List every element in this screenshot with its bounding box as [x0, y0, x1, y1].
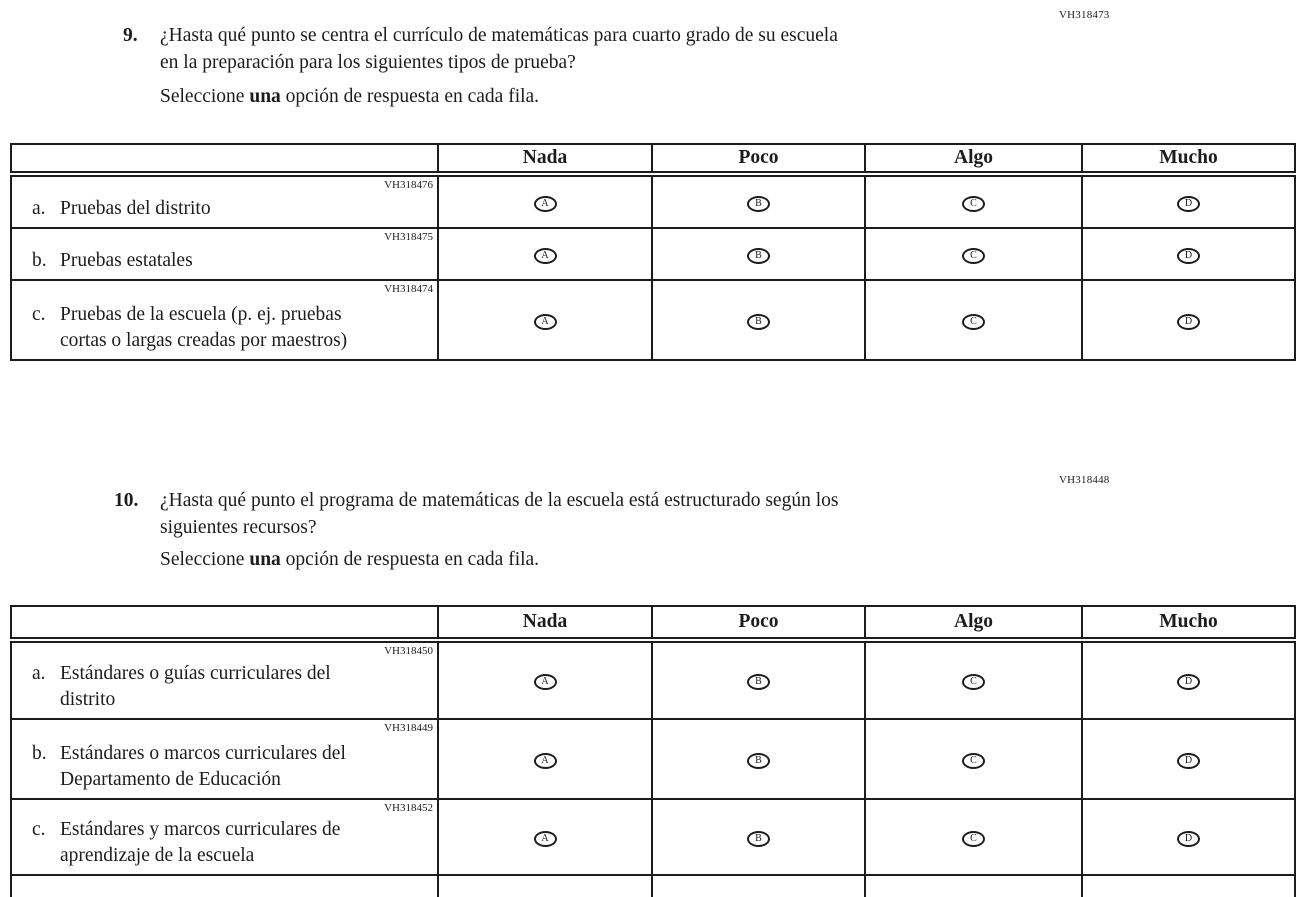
answer-bubble-c[interactable]: C [962, 831, 985, 847]
row-label-text: Pruebas estatales [60, 250, 193, 271]
answer-cell-mucho[interactable] [1082, 280, 1295, 360]
question-9-instruction [160, 86, 539, 108]
table-header-row [11, 606, 1295, 640]
answer-cell-poco[interactable] [652, 174, 865, 228]
answer-cell-mucho[interactable] [1082, 719, 1295, 799]
answer-bubble-d[interactable]: D [1177, 248, 1200, 264]
answer-bubble-d[interactable]: D [1177, 314, 1200, 330]
answer-bubble-a[interactable]: A [534, 674, 557, 690]
answer-bubble-a[interactable]: A [534, 314, 557, 330]
question-10-text-line2: siguientes recursos? [160, 517, 317, 538]
row-label-cell [11, 174, 438, 228]
answer-cell-poco[interactable] [652, 280, 865, 360]
row-label-cell [11, 719, 438, 799]
row-code: VH318452 [384, 802, 433, 814]
question-10-text [160, 487, 838, 541]
answer-bubble-a[interactable]: A [534, 248, 557, 264]
answer-cell-algo [865, 875, 1082, 897]
question-10-number: 10. [114, 490, 139, 511]
table-row-b [11, 228, 1295, 280]
answer-cell-mucho[interactable] [1082, 228, 1295, 280]
answer-cell-mucho[interactable] [1082, 174, 1295, 228]
header-mucho: Mucho [1082, 606, 1295, 640]
row-letter: c. [32, 819, 46, 840]
answer-bubble-d[interactable]: D [1177, 753, 1200, 769]
header-algo: Algo [865, 606, 1082, 640]
instruction-bold: una [249, 86, 281, 107]
row-label-cell [11, 875, 438, 897]
question-9-text [160, 22, 838, 76]
answer-cell-algo[interactable] [865, 640, 1082, 719]
answer-cell-mucho[interactable] [1082, 799, 1295, 875]
answer-bubble-d[interactable]: D [1177, 831, 1200, 847]
table-row-a [11, 640, 1295, 719]
answer-cell-mucho [1082, 875, 1295, 897]
table-row-a [11, 174, 1295, 228]
answer-cell-algo[interactable] [865, 174, 1082, 228]
answer-cell-nada[interactable] [438, 799, 652, 875]
answer-bubble-d[interactable]: D [1177, 674, 1200, 690]
answer-bubble-b[interactable]: B [747, 753, 770, 769]
table-row-c [11, 799, 1295, 875]
row-code: VH318474 [384, 283, 433, 295]
answer-cell-algo[interactable] [865, 719, 1082, 799]
row-letter: a. [32, 198, 46, 219]
row-label-text: Pruebas del distrito [60, 198, 211, 219]
instruction-bold: una [249, 549, 281, 570]
instruction-pre: Seleccione [160, 549, 250, 570]
question-9-answer-table [10, 143, 1296, 361]
answer-cell-poco [652, 875, 865, 897]
header-poco: Poco [652, 144, 865, 174]
answer-cell-poco[interactable] [652, 799, 865, 875]
question-10-text-line1: ¿Hasta qué punto el programa de matemáticas de la escuela está estructurado según los [160, 490, 839, 511]
row-label-text: Pruebas de la escuela (p. ej. pruebas cortas o largas creadas por maestros) [60, 304, 348, 351]
header-empty-cell [11, 606, 438, 640]
question-9 [123, 22, 838, 76]
answer-cell-nada[interactable] [438, 174, 652, 228]
answer-bubble-b[interactable]: B [747, 314, 770, 330]
table-row-cutoff [11, 875, 1295, 897]
header-mucho: Mucho [1082, 144, 1295, 174]
answer-bubble-d[interactable]: D [1177, 196, 1200, 212]
row-letter: b. [32, 250, 47, 271]
answer-bubble-a[interactable]: A [534, 831, 557, 847]
header-nada: Nada [438, 606, 652, 640]
answer-bubble-b[interactable]: B [747, 196, 770, 212]
row-label-cell [11, 640, 438, 719]
row-label-cell [11, 799, 438, 875]
row-code: VH318476 [384, 179, 433, 191]
row-label-cell [11, 280, 438, 360]
instruction-pre: Seleccione [160, 86, 250, 107]
question-9-number: 9. [123, 25, 138, 46]
row-letter: c. [32, 304, 46, 325]
row-label-text: Estándares o guías curriculares del distrito [60, 663, 331, 710]
table-row-c [11, 280, 1295, 360]
row-letter: a. [32, 663, 46, 684]
row-label-cell [11, 228, 438, 280]
answer-bubble-c[interactable]: C [962, 248, 985, 264]
answer-bubble-a[interactable]: A [534, 753, 557, 769]
header-algo: Algo [865, 144, 1082, 174]
answer-cell-poco[interactable] [652, 640, 865, 719]
row-letter: b. [32, 743, 47, 764]
row-code: VH318449 [384, 722, 433, 734]
answer-cell-nada[interactable] [438, 719, 652, 799]
question-9-text-line1: ¿Hasta qué punto se centra el currículo de matemáticas para cuarto grado de su escuela [160, 25, 838, 46]
answer-cell-mucho[interactable] [1082, 640, 1295, 719]
answer-bubble-b[interactable]: B [747, 831, 770, 847]
question-10 [114, 487, 838, 541]
answer-bubble-c[interactable]: C [962, 196, 985, 212]
answer-cell-nada [438, 875, 652, 897]
table-row-b [11, 719, 1295, 799]
answer-cell-algo[interactable] [865, 280, 1082, 360]
question-9-text-line2: en la preparación para los siguientes tipos de prueba? [160, 52, 576, 73]
answer-cell-poco[interactable] [652, 228, 865, 280]
answer-bubble-b[interactable]: B [747, 674, 770, 690]
answer-cell-algo[interactable] [865, 799, 1082, 875]
question-10-instruction [160, 549, 539, 571]
answer-cell-poco[interactable] [652, 719, 865, 799]
answer-bubble-b[interactable]: B [747, 248, 770, 264]
row-label-text: Estándares y marcos curriculares de aprendizaje de la escuela [60, 819, 341, 866]
row-code: VH318475 [384, 231, 433, 243]
row-code: VH318450 [384, 645, 433, 657]
question-10-code: VH318448 [1059, 474, 1110, 486]
answer-bubble-a[interactable]: A [534, 196, 557, 212]
answer-bubble-c[interactable]: C [962, 753, 985, 769]
answer-bubble-c[interactable]: C [962, 674, 985, 690]
answer-cell-nada[interactable] [438, 228, 652, 280]
answer-cell-nada[interactable] [438, 640, 652, 719]
question-10-answer-table [10, 605, 1296, 897]
question-9-code: VH318473 [1059, 9, 1110, 21]
answer-cell-algo[interactable] [865, 228, 1082, 280]
answer-cell-nada[interactable] [438, 280, 652, 360]
header-nada: Nada [438, 144, 652, 174]
header-poco: Poco [652, 606, 865, 640]
header-empty-cell [11, 144, 438, 174]
row-label-text: Estándares o marcos curriculares del Departamento de Educación [60, 743, 346, 790]
instruction-post: opción de respuesta en cada fila. [280, 86, 540, 107]
answer-bubble-c[interactable]: C [962, 314, 985, 330]
instruction-post: opción de respuesta en cada fila. [280, 549, 540, 570]
table-header-row [11, 144, 1295, 174]
